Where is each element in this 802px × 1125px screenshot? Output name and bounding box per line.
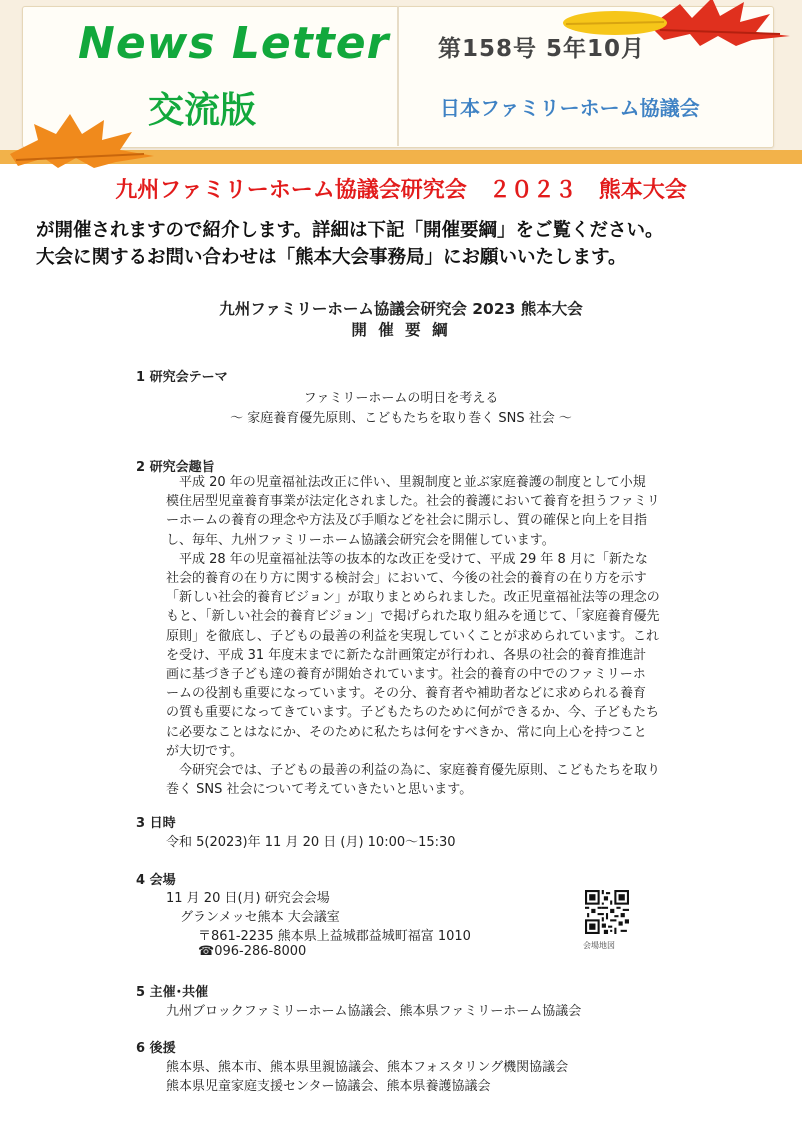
section-heading: 1 研究会テーマ — [136, 370, 228, 385]
organization-name: 日本ファミリーホーム協議会 — [440, 96, 700, 120]
event-datetime: 令和 5(2023)年 11 月 20 日 (月) 10:00～15:30 — [166, 835, 456, 850]
section-heading: 4 会場 — [136, 873, 176, 888]
issue-number: 第158号 5年10月 — [438, 36, 646, 62]
para-line: を受け、平成 31 年度末までに新たな計画策定が行われ、各県の社会的養育推進計 — [166, 647, 647, 663]
para-line: 原則」を徹底し、子どもの最善の利益を実現していくことが求められています。これ — [166, 628, 659, 644]
supporters-line: 熊本県、熊本市、熊本県里親協議会、熊本フォスタリング機関協議会 — [166, 1060, 569, 1075]
para-line: ームの役割も重要になっています。その分、養育者や補助者などに求められる養育 — [166, 686, 646, 702]
venue-line: 11 月 20 日(月) 研究会会場 — [166, 891, 330, 906]
para-line: ーホームの養育の理念や方法及び手順などを社会に開示し、質の確保と向上を目指 — [166, 513, 648, 529]
para-line: 平成 28 年の児童福祉法等の抜本的な改正を受けて、平成 29 年 8 月に「新たな — [166, 551, 648, 567]
section-heading: 3 日時 — [136, 816, 176, 831]
doc-subtitle: 開 催 要 綱 — [351, 321, 451, 339]
qr-code-icon[interactable] — [585, 890, 629, 934]
para-line: に必要なことはなにか、そのために私たちは何をすべきか、常に向上心を持つこと — [166, 724, 647, 740]
purpose-paragraph — [166, 473, 660, 799]
organizers: 九州ブロックファミリーホーム協議会、熊本県ファミリーホーム協議会 — [166, 1004, 582, 1019]
para-line: 模住居型児童養育事業が法定化されました。社会的養護において養育を担うファミリ — [166, 494, 660, 510]
section-heading: 5 主催･共催 — [136, 985, 209, 1000]
para-line: もと、「新しい社会的養育ビジョン」で掲げられた取り組みを通じて、「家庭養育優先 — [166, 609, 660, 625]
newsletter-subtitle: 交流版 — [148, 90, 257, 131]
newsletter-title: News Letter — [78, 18, 390, 69]
paper-fold — [397, 6, 399, 146]
intro-line: が開催されますので紹介します。詳細は下記「開催要綱」をご覧ください。 — [36, 220, 664, 241]
para-line: 画に基づき子ども達の養育が開始されています。社会的養育の中でのファミリーホ — [166, 667, 646, 683]
doc-title: 九州ファミリーホーム協議会研究会 2023 熊本大会 — [219, 300, 583, 318]
theme-line: ファミリーホームの明日を考える — [303, 391, 499, 406]
venue-address: 〒861-2235 熊本県上益城郡益城町福富 1010 — [198, 929, 471, 944]
para-line: 平成 20 年の児童福祉法改正に伴い、里親制度と並ぶ家庭養護の制度として小規 — [166, 475, 646, 490]
para-line: 今研究会では、子どもの最善の利益の為に、家庭養育優先原則、こどもたちを取り — [166, 763, 661, 779]
para-line: 「新しい社会的養育ビジョン」が取りまとめられました。改正児童福祉法等の理念の — [166, 590, 660, 606]
para-line: が大切です。 — [166, 743, 243, 759]
maple-leaf-icon — [4, 110, 164, 170]
section-heading: 2 研究会趣旨 — [136, 460, 215, 475]
intro-line: 大会に関するお問い合わせは「熊本大会事務局」にお願いいたします。 — [36, 247, 627, 268]
para-line: し、毎年、九州ファミリーホーム協議会研究会を開催しています。 — [166, 532, 555, 548]
para-line: 社会的養育の在り方に関する検討会」において、今後の社会的養育の在り方を示す — [166, 571, 647, 587]
para-line: 巻く SNS 社会について考えていきたいと思います。 — [166, 782, 473, 798]
venue-line: グランメッセ熊本 大会議室 — [180, 910, 340, 925]
venue-phone: ☎096-286-8000 — [198, 944, 307, 959]
section-heading: 6 後援 — [136, 1041, 176, 1056]
theme-line: ～ 家庭養育優先原則、こどもたちを取り巻く SNS 社会 ～ — [230, 411, 572, 426]
qr-caption: 会場地図 — [583, 941, 615, 950]
supporters-line: 熊本県児童家庭支援センター協議会、熊本県養護協議会 — [166, 1079, 491, 1094]
para-line: の質も重要になってきています。子どもたちのために何ができるか、今、子どもたち — [166, 705, 659, 721]
event-headline: 九州ファミリーホーム協議会研究会 ２０２３ 熊本大会 — [115, 178, 687, 203]
